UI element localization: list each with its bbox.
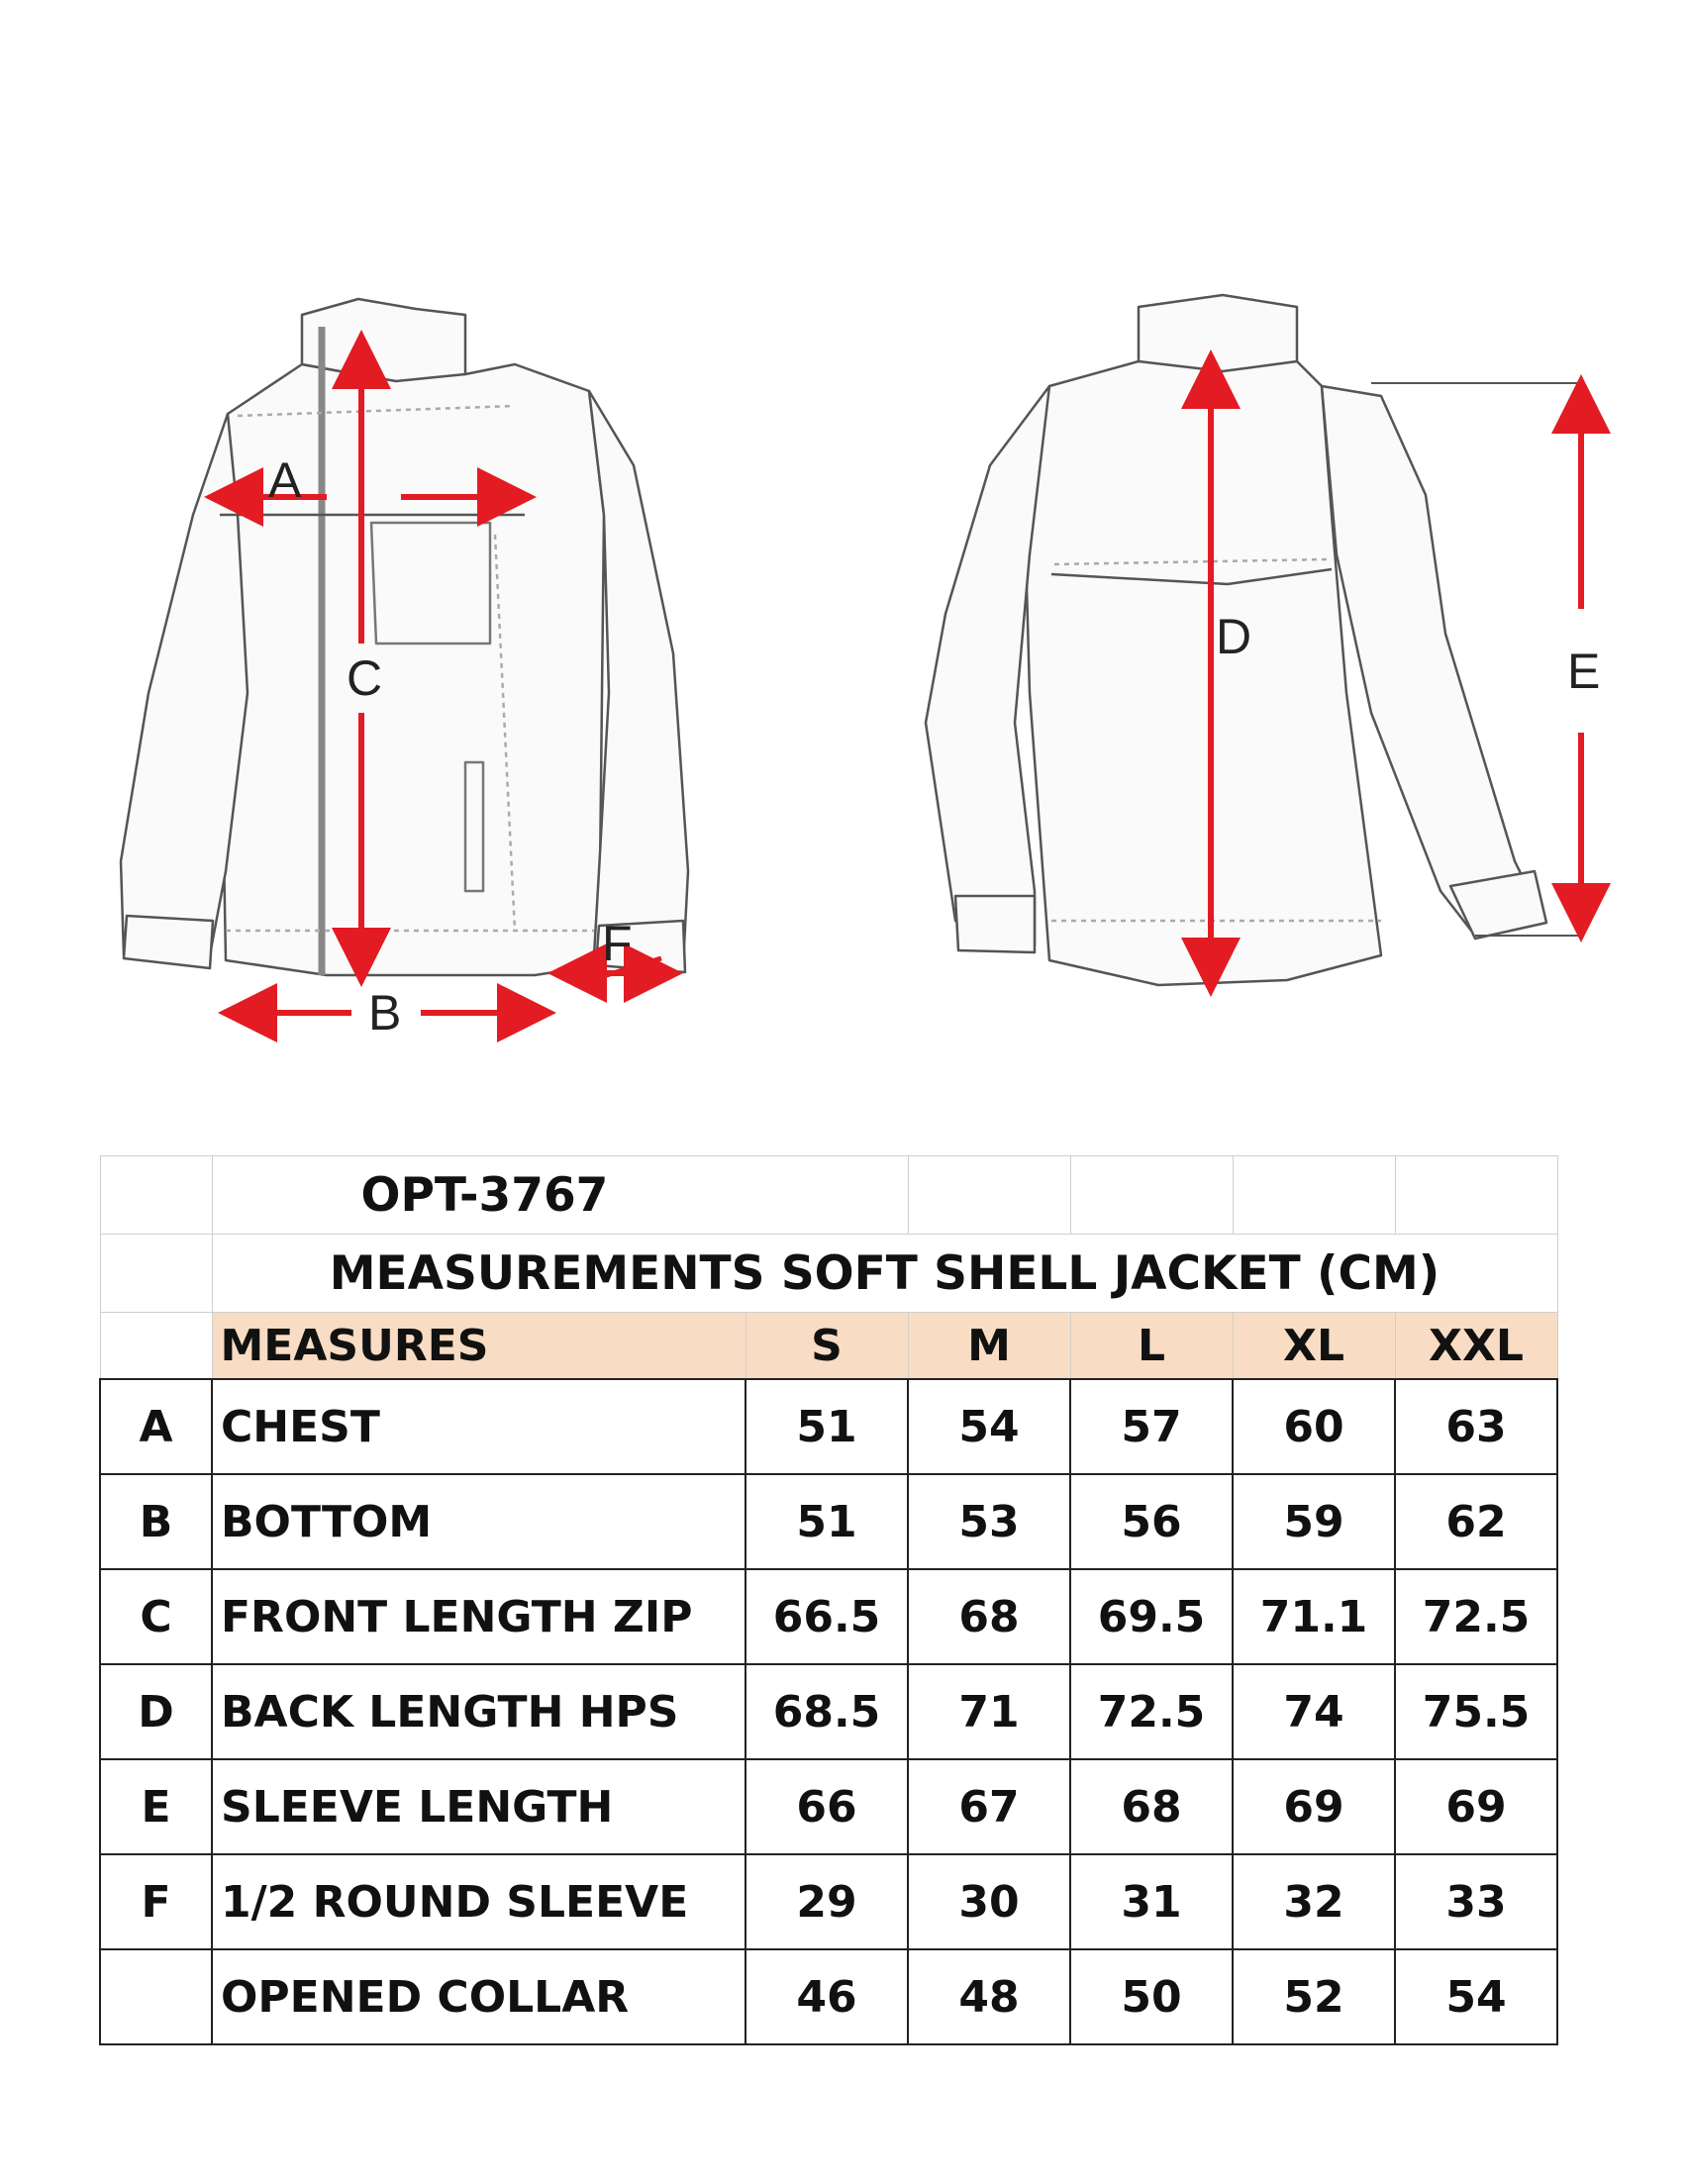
row-value: 56	[1070, 1474, 1233, 1569]
label-a: A	[268, 452, 302, 508]
row-value: 68	[908, 1569, 1070, 1664]
row-measure-name: BOTTOM	[212, 1474, 745, 1569]
header-size: L	[1070, 1313, 1233, 1380]
row-value: 33	[1395, 1854, 1557, 1949]
row-value: 31	[1070, 1854, 1233, 1949]
row-value: 51	[745, 1474, 908, 1569]
row-key: B	[100, 1474, 212, 1569]
table-title-row	[100, 1235, 1557, 1313]
row-value: 72.5	[1395, 1569, 1557, 1664]
header-size: S	[745, 1313, 908, 1380]
row-key: E	[100, 1759, 212, 1854]
front-jacket-outline	[121, 299, 688, 975]
row-value: 29	[745, 1854, 908, 1949]
row-measure-name: SLEEVE LENGTH	[212, 1759, 745, 1854]
row-value: 71	[908, 1664, 1070, 1759]
row-value: 69	[1233, 1759, 1395, 1854]
row-value: 68	[1070, 1759, 1233, 1854]
row-value: 71.1	[1233, 1569, 1395, 1664]
row-value: 68.5	[745, 1664, 908, 1759]
row-value: 67	[908, 1759, 1070, 1854]
product-code: OPT-3767	[212, 1156, 908, 1235]
product-code-row	[100, 1156, 1557, 1235]
row-value: 59	[1233, 1474, 1395, 1569]
row-measure-name: BACK LENGTH HPS	[212, 1664, 745, 1759]
row-value: 74	[1233, 1664, 1395, 1759]
row-value: 57	[1070, 1379, 1233, 1474]
header-measures: MEASURES	[212, 1313, 745, 1380]
row-key: C	[100, 1569, 212, 1664]
label-d: D	[1216, 609, 1252, 664]
row-value: 48	[908, 1949, 1070, 2044]
row-value: 32	[1233, 1854, 1395, 1949]
row-value: 72.5	[1070, 1664, 1233, 1759]
table-row	[100, 1759, 1557, 1854]
row-measure-name: FRONT LENGTH ZIP	[212, 1569, 745, 1664]
table-row	[100, 1379, 1557, 1474]
row-value: 60	[1233, 1379, 1395, 1474]
table-row	[100, 1664, 1557, 1759]
header-row	[100, 1313, 1557, 1380]
row-value: 52	[1233, 1949, 1395, 2044]
row-value: 69.5	[1070, 1569, 1233, 1664]
header-size: XL	[1233, 1313, 1395, 1380]
row-value: 46	[745, 1949, 908, 2044]
row-value: 50	[1070, 1949, 1233, 2044]
size-chart-table	[99, 1155, 1558, 2045]
header-size: XXL	[1395, 1313, 1557, 1380]
row-measure-name: OPENED COLLAR	[212, 1949, 745, 2044]
table-row	[100, 1474, 1557, 1569]
label-c: C	[347, 650, 383, 706]
row-value: 63	[1395, 1379, 1557, 1474]
row-measure-name: CHEST	[212, 1379, 745, 1474]
row-value: 75.5	[1395, 1664, 1557, 1759]
table-title: MEASUREMENTS SOFT SHELL JACKET (CM)	[212, 1235, 1557, 1313]
table-row	[100, 1854, 1557, 1949]
row-value: 69	[1395, 1759, 1557, 1854]
row-key	[100, 1949, 212, 2044]
row-value: 66	[745, 1759, 908, 1854]
label-b: B	[368, 985, 402, 1041]
table-row	[100, 1949, 1557, 2044]
row-key: F	[100, 1854, 212, 1949]
row-value: 54	[908, 1379, 1070, 1474]
row-value: 30	[908, 1854, 1070, 1949]
row-value: 53	[908, 1474, 1070, 1569]
row-value: 62	[1395, 1474, 1557, 1569]
label-e: E	[1567, 644, 1601, 699]
row-key: A	[100, 1379, 212, 1474]
row-value: 51	[745, 1379, 908, 1474]
header-size: M	[908, 1313, 1070, 1380]
row-measure-name: 1/2 ROUND SLEEVE	[212, 1854, 745, 1949]
row-value: 54	[1395, 1949, 1557, 2044]
row-value: 66.5	[745, 1569, 908, 1664]
row-key: D	[100, 1664, 212, 1759]
label-f: F	[602, 916, 633, 971]
table-row	[100, 1569, 1557, 1664]
